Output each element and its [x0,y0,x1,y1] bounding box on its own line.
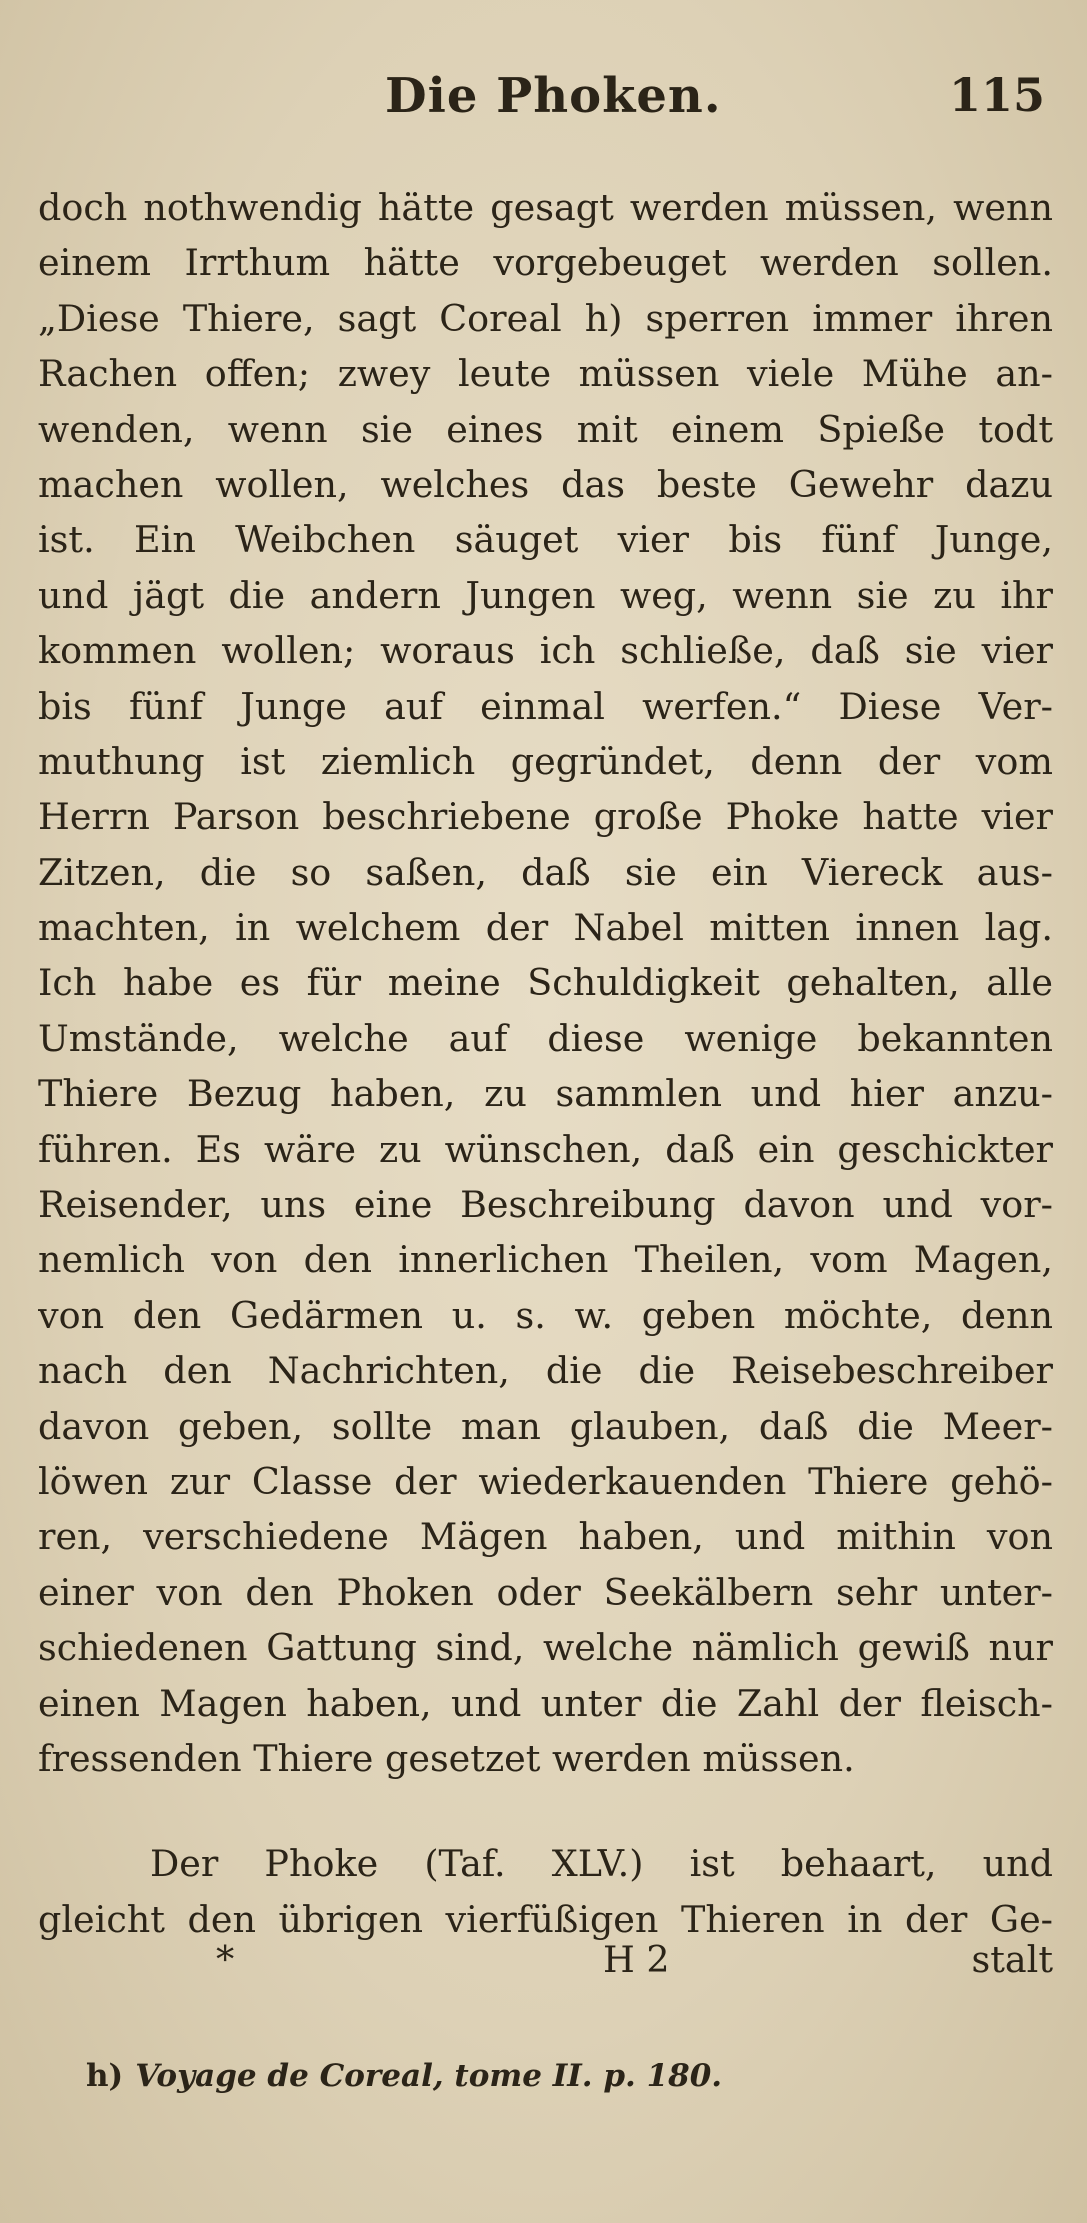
text-line: führen. Es wäre zu wünschen, daß ein geschickter [38,1127,1053,1171]
text-line: davon geben, sollte man glauben, daß die Meer- [38,1404,1053,1448]
paragraph-gap [38,1786,1053,1836]
text-line: wenden, wenn sie eines mit einem Spieße todt [38,407,1053,451]
text-line: „Diese Thiere, sagt Coreal h) sperren immer ihren [38,296,1053,340]
page-number: 115 [948,68,1045,122]
text-line: einer von den Phoken oder Seekälbern sehr unter- [38,1570,1053,1614]
text-line: ren, verschiedene Mägen haben, und mithin von [38,1515,1053,1559]
footnote-marker: h) [86,2058,124,2094]
running-title: Die Phoken. [385,68,722,124]
catchword: stalt [971,1938,1053,1981]
text-line: muthung ist ziemlich gegründet, denn der vom [38,739,1053,783]
text-line: einem Irrthum hätte vorgebeuget werden sollen. [38,241,1053,285]
text-line: löwen zur Classe der wiederkauenden Thiere gehö- [38,1459,1053,1503]
text-line: Rachen offen; zwey leute müssen viele Mühe an- [38,352,1053,396]
text-line: machten, in welchem der Nabel mitten innen lag. [38,906,1053,950]
text-line: gleicht den übrigen vierfüßigen Thieren in der Ge- [38,1897,1053,1941]
text-line: Der Phoke (Taf. XLV.) ist behaart, und [150,1842,1053,1886]
text-line: Ich habe es für meine Schuldigkeit gehalten, alle [38,961,1053,1005]
text-line: ist. Ein Weibchen säuget vier bis fünf Junge, [38,518,1053,562]
text-line: Thiere Bezug haben, zu sammlen und hier anzu- [38,1072,1053,1116]
signature-mark: H 2 [603,1938,670,1981]
text-line: Herrn Parson beschriebene große Phoke hatte vier [38,795,1053,839]
text-line: Umstände, welche auf diese wenige bekannten [38,1016,1053,1060]
text-line: doch nothwendig hätte gesagt werden müssen, wenn [38,186,1053,229]
text-line: kommen wollen; woraus ich schließe, daß sie vier [38,629,1053,673]
running-head [0,68,1087,138]
text-line: fressenden Thiere gesetzet werden müssen. [38,1736,855,1780]
text-line: Zitzen, die so saßen, daß sie ein Viereck aus- [38,850,1053,894]
text-line: einen Magen haben, und unter die Zahl der fleisch- [38,1681,1053,1725]
text-line: und jägt die andern Jungen weg, wenn sie zu ihr [38,573,1053,617]
text-line: machen wollen, welches das beste Gewehr dazu [38,462,1053,506]
printer-mark: * [216,1938,235,1981]
text-line: von den Gedärmen u. s. w. geben möchte, denn [38,1293,1053,1337]
footnote [86,2058,722,2094]
footnote-text: Voyage de Coreal, tome II. p. 180. [135,2058,723,2094]
paragraph-1 [38,180,1053,1786]
text-line: schiedenen Gattung sind, welche nämlich gewiß nur [38,1626,1053,1670]
text-line: nach den Nachrichten, die die Reisebeschreiber [38,1349,1053,1393]
text-line: Reisender, uns eine Beschreibung davon und vor- [38,1183,1053,1227]
text-line: nemlich von den innerlichen Theilen, vom Magen, [38,1238,1053,1282]
paragraph-2 [38,1836,1053,1947]
signature-row [38,1934,1053,1986]
body-text [38,180,1053,1947]
text-line: bis fünf Junge auf einmal werfen.“ Diese Ver- [38,684,1053,728]
